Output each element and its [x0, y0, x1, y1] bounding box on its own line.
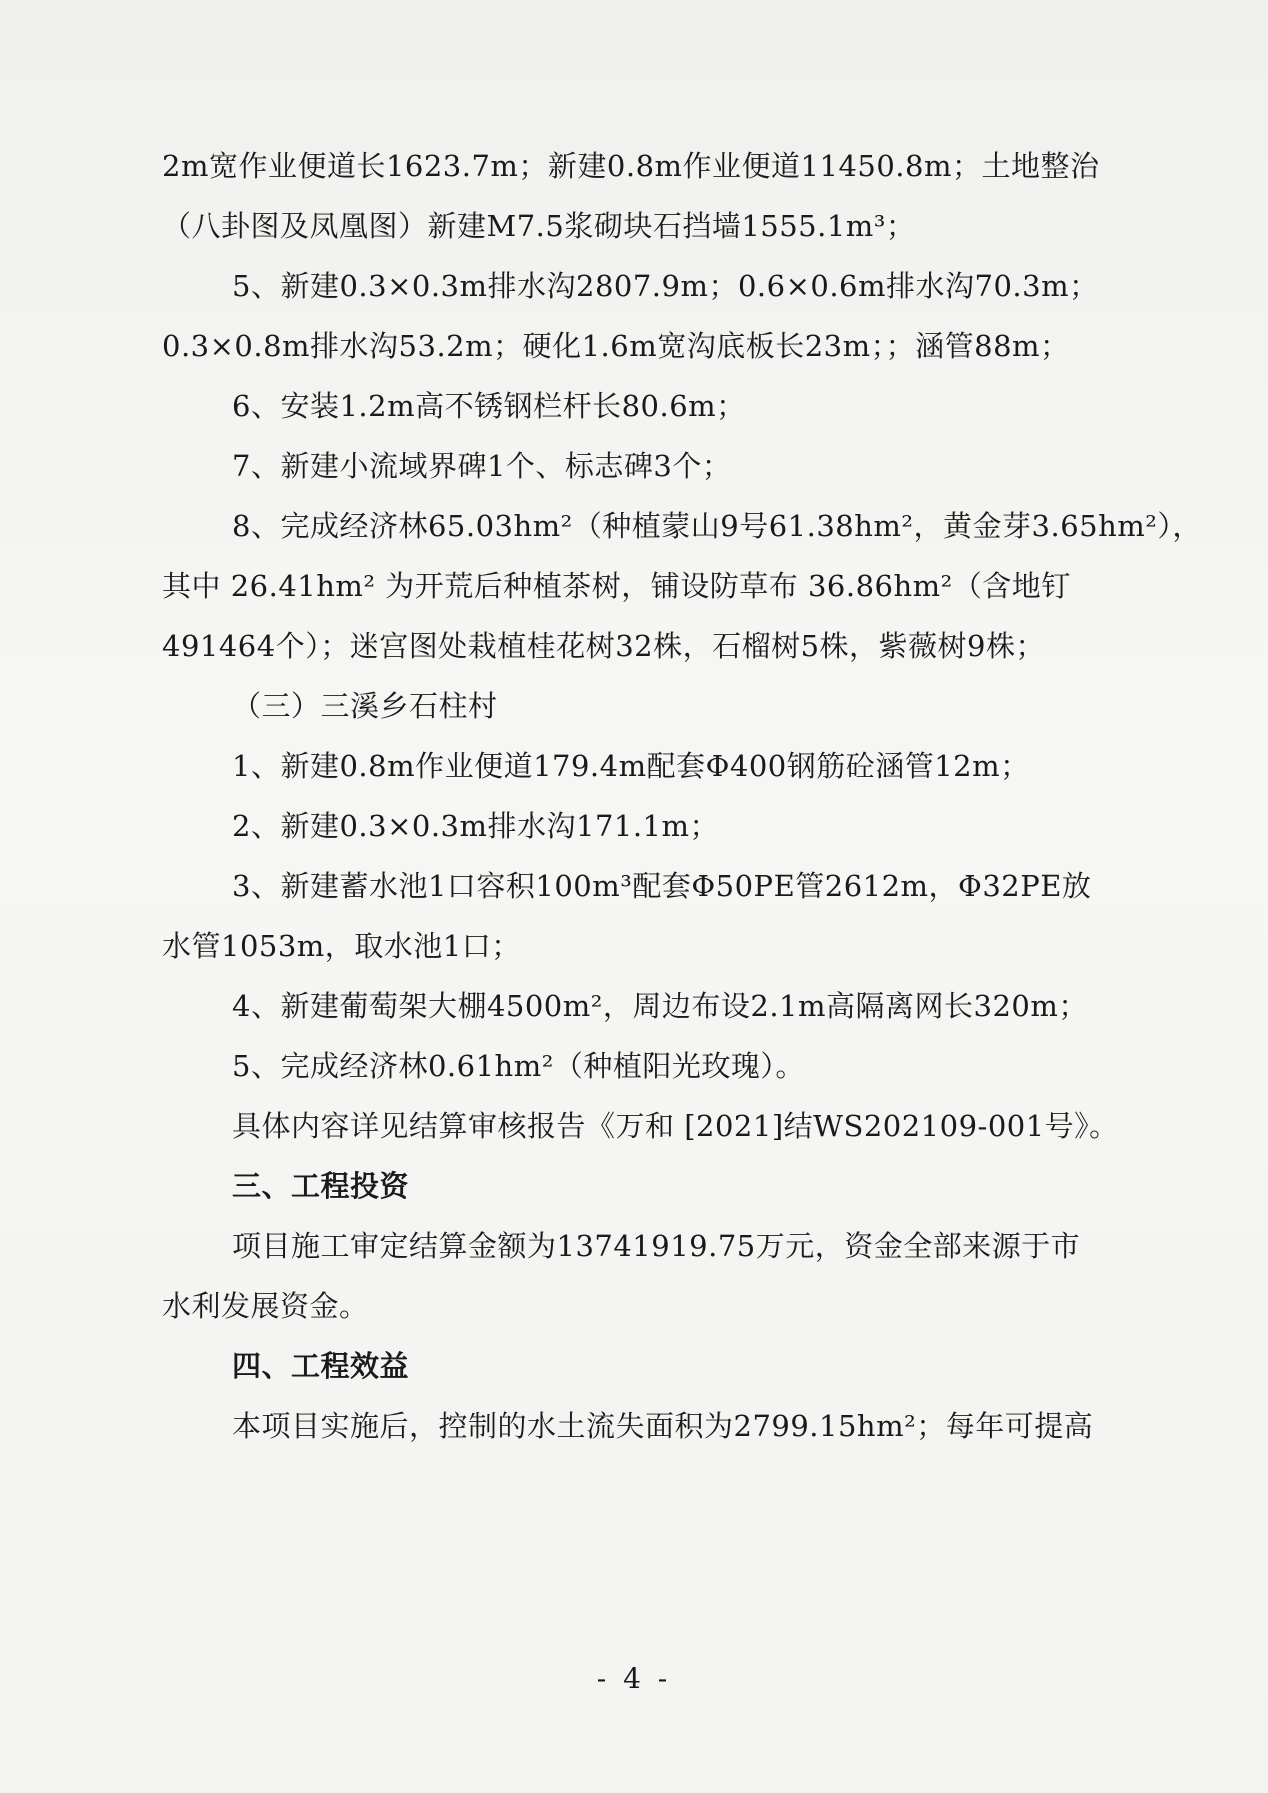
body-line: 2、新建0.3×0.3m排水沟171.1m；: [232, 809, 720, 843]
body-line: 1、新建0.8m作业便道179.4m配套Φ400钢筋砼涵管12m；: [232, 749, 1030, 783]
body-line: 0.3×0.8m排水沟53.2m；硬化1.6m宽沟底板长23m；；涵管88m；: [162, 329, 1070, 363]
body-line: 其中 26.41hm² 为开荒后种植茶树，铺设防草布 36.86hm²（含地钉: [162, 569, 1071, 603]
body-line: 3、新建蓄水池1口容积100m³配套Φ50PE管2612m，Φ32PE放: [232, 869, 1092, 903]
section-heading-benefits: 四、工程效益: [232, 1349, 410, 1383]
section-heading-investment: 三、工程投资: [232, 1169, 410, 1203]
body-line: 6、安装1.2m高不锈钢栏杆长80.6m；: [232, 389, 746, 423]
body-line: 4、新建葡萄架大棚4500m²，周边布设2.1m高隔离网长320m；: [232, 989, 1088, 1023]
body-line: 水利发展资金。: [162, 1289, 369, 1323]
body-line: 2m宽作业便道长1623.7m；新建0.8m作业便道11450.8m；土地整治: [162, 149, 1100, 183]
body-line: 项目施工审定结算金额为13741919.75万元，资金全部来源于市: [232, 1229, 1081, 1263]
body-line: （八卦图及凤凰图）新建M7.5浆砌块石挡墙1555.1m³；: [162, 209, 916, 243]
body-line: 具体内容详见结算审核报告《万和 [2021]结WS202109-001号》。: [232, 1109, 1119, 1143]
body-line: 7、新建小流域界碑1个、标志碑3个；: [232, 449, 732, 483]
body-line: 本项目实施后，控制的水土流失面积为2799.15hm²；每年可提高: [232, 1409, 1094, 1443]
body-line: 491464个）；迷宫图处栽植桂花树32株，石榴树5株，紫薇树9株；: [162, 629, 1046, 663]
body-line: 水管1053m，取水池1口；: [162, 929, 521, 963]
body-line: 8、完成经济林65.03hm²（种植蒙山9号61.38hm²，黄金芽3.65hm²），: [232, 509, 1202, 543]
body-line: 5、新建0.3×0.3m排水沟2807.9m；0.6×0.6m排水沟70.3m；: [232, 269, 1099, 303]
body-line: 5、完成经济林0.61hm²（种植阳光玫瑰）。: [232, 1049, 805, 1083]
section-subheading: （三）三溪乡石柱村: [232, 689, 498, 723]
page-number: - 4 -: [596, 1662, 672, 1695]
